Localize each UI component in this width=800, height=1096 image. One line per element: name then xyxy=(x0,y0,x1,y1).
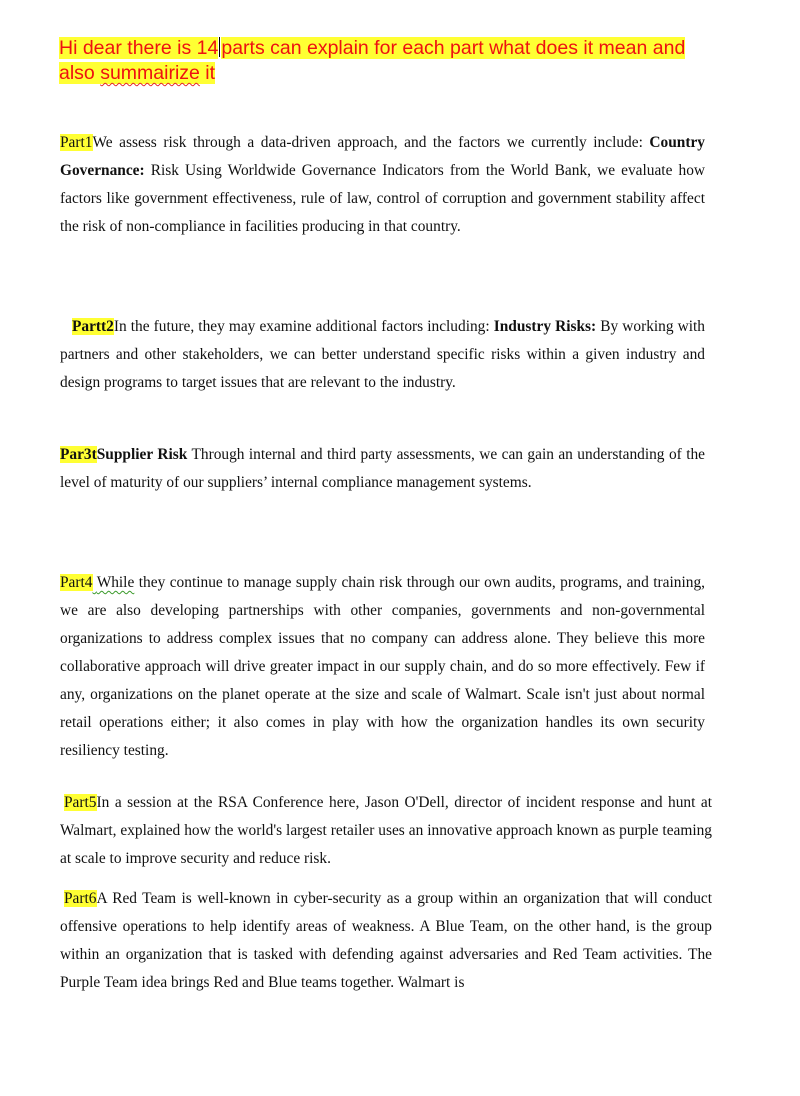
part-2-bold: Industry Risks: xyxy=(493,318,597,335)
part-2-text-a: In the future, they may examine additional factors including: xyxy=(113,318,494,335)
part-5-text-b: In a session at the RSA Conference here, Jason O'Dell, director of incident response and hunt at Walmart, explained how the world's largest retailer uses an innovative approach known as purple teaming at scale to improve security and reduce risk. xyxy=(60,794,712,867)
part-5-tag: Part5 xyxy=(64,794,97,811)
part-2-paragraph xyxy=(60,313,705,397)
part-5-paragraph xyxy=(60,789,712,873)
part-2-tag: Partt2 xyxy=(72,318,114,335)
part-1-bold: Country Governance: xyxy=(60,134,705,179)
part-1-paragraph xyxy=(60,129,705,241)
part-4-text-b: they continue to manage supply chain risk through our own audits, programs, and training, we are also developing partnerships with other companies, governments and non-governmental organizations to address complex issues that no company can address alone. They believe this more collaborative approach will drive greater impact in our supply chain, and do so more effectively. Few if any, organizations on the planet operate at the size and scale of Walmart. Scale isn't just about normal retail operations either; it also comes in play with how the organization handles its own security resiliency testing. xyxy=(60,574,705,759)
part-1-text-b: Risk Using Worldwide Governance Indicators from the World Bank, we evaluate how factors like government effectiveness, rule of law, control of corruption and government stability affect the risk of non-compliance in facilities producing in that country. xyxy=(60,162,705,235)
part-1-text-a: We assess risk through a data-driven approach, and the factors we currently include: xyxy=(92,134,650,151)
part-3-paragraph xyxy=(60,441,705,497)
part-3-tag: Par3t xyxy=(60,446,97,463)
misspelled-word[interactable]: summairize xyxy=(100,62,200,84)
request-heading xyxy=(59,36,719,86)
request-text-start: Hi dear there is 14 xyxy=(59,37,219,59)
part-6-paragraph xyxy=(60,885,712,997)
part-6-tag: Part6 xyxy=(64,890,97,907)
part-3-text-b: Through internal and third party assessments, we can gain an understanding of the level of maturity of our suppliers’ internal compliance management systems. xyxy=(60,446,705,491)
request-text-middle: parts can explain for each part what does it mean and also xyxy=(59,37,686,84)
part-6-text-b: A Red Team is well-known in cyber-security as a group within an organization that will conduct offensive operations to help identify areas of weakness. A Blue Team, on the other hand, is the group within an organization that is tasked with defending against adversaries and Red Team activities. The Purple Team idea brings Red and Blue teams together. Walmart is xyxy=(60,890,712,991)
part-4-paragraph xyxy=(60,569,705,765)
request-text-end: it xyxy=(199,62,216,84)
part-4-tag: Part4 xyxy=(60,574,93,591)
part-3-bold: Supplier Risk xyxy=(96,446,188,463)
grammar-flag-word[interactable]: While xyxy=(96,574,135,591)
part-1-tag: Part1 xyxy=(60,134,93,151)
part-2-text-b: By working with partners and other stakeholders, we can better understand specific risks within a given industry and design programs to target issues that are relevant to the industry. xyxy=(60,318,705,391)
